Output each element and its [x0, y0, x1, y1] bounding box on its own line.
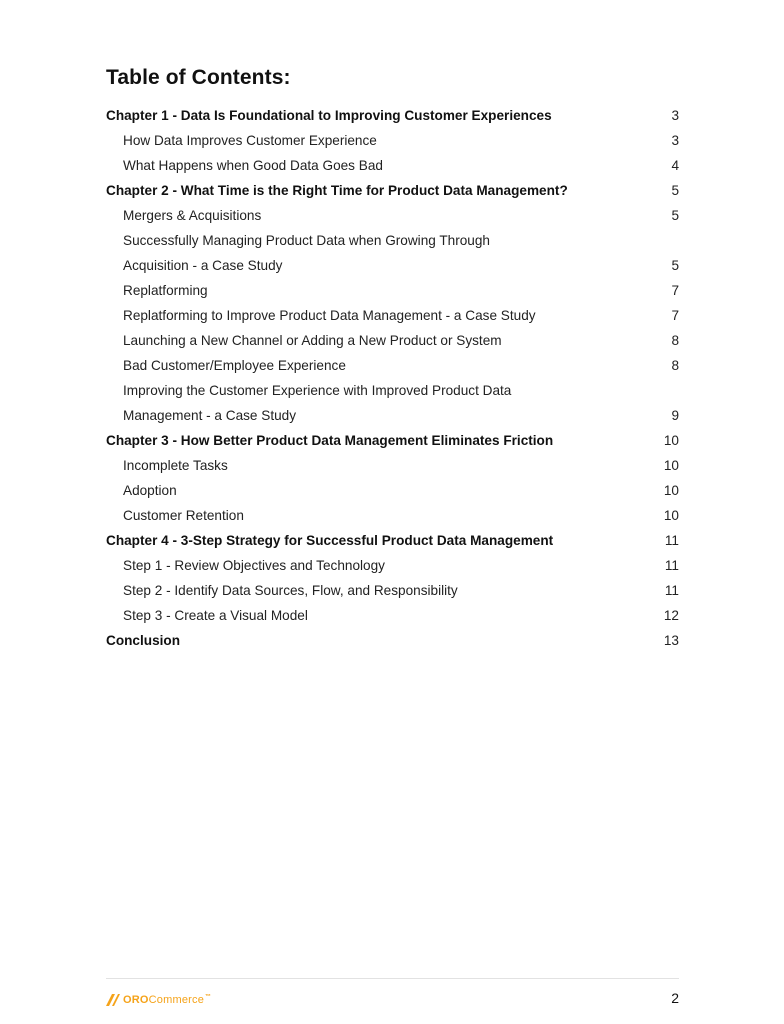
toc-entry-page: 8: [671, 333, 679, 348]
toc-entry[interactable]: [106, 503, 679, 528]
toc-entry[interactable]: [106, 403, 679, 428]
toc-entry-label: Launching a New Channel or Adding a New Product or System: [123, 333, 502, 348]
toc-entry-page: 11: [664, 583, 679, 598]
toc-entry-page: 10: [663, 458, 679, 473]
toc-entry[interactable]: [106, 228, 679, 253]
toc-entry-page: 13: [663, 633, 679, 648]
toc-entry-page: 4: [671, 158, 679, 173]
toc-entry-label: Step 1 - Review Objectives and Technology: [123, 558, 385, 573]
toc-entry-conclusion[interactable]: [106, 628, 679, 653]
toc-entry-label: Step 2 - Identify Data Sources, Flow, and Responsibility: [123, 583, 458, 598]
brand-name-commerce: Commerce: [148, 994, 205, 1006]
toc-entry-chapter-3[interactable]: [106, 428, 679, 453]
oro-logo-icon: [106, 994, 120, 1006]
toc-entry-label: Replatforming: [123, 283, 208, 298]
toc-entry-label: What Happens when Good Data Goes Bad: [123, 158, 383, 173]
toc-entry-page: 11: [664, 558, 679, 573]
toc-entry-label: Mergers & Acquisitions: [123, 208, 262, 223]
toc-entry-label: Bad Customer/Employee Experience: [123, 358, 346, 373]
toc-entry-label: Incomplete Tasks: [123, 458, 228, 473]
toc-entry-label: Chapter 2 - What Time is the Right Time for Product Data Management?: [106, 183, 568, 198]
toc-entry-chapter-2[interactable]: [106, 178, 679, 203]
toc-entry-page: 5: [671, 183, 679, 198]
toc-entry-page: 3: [671, 108, 679, 123]
toc-entry-label: Step 3 - Create a Visual Model: [123, 608, 308, 623]
page-title: Table of Contents:: [106, 66, 291, 89]
toc-entry[interactable]: [106, 603, 679, 628]
toc-entry[interactable]: [106, 553, 679, 578]
toc-entry-page: 3: [671, 133, 679, 148]
toc-entry-label: Management - a Case Study: [123, 408, 297, 423]
toc-entry-page: 10: [663, 508, 679, 523]
footer-divider: [106, 978, 679, 979]
table-of-contents: [106, 103, 679, 653]
toc-entry[interactable]: [106, 253, 679, 278]
toc-entry[interactable]: [106, 328, 679, 353]
toc-entry-page: 8: [671, 358, 679, 373]
brand-name-oro: ORO: [123, 994, 149, 1006]
toc-entry-label: Adoption: [123, 483, 177, 498]
toc-entry[interactable]: [106, 578, 679, 603]
toc-entry-label: Chapter 4 - 3-Step Strategy for Successful Product Data Management: [106, 533, 554, 548]
page-number: 2: [671, 990, 679, 1006]
toc-entry-page: 9: [671, 408, 679, 423]
toc-entry[interactable]: [106, 378, 679, 403]
toc-entry-page: 5: [671, 258, 679, 273]
toc-entry[interactable]: [106, 278, 679, 303]
toc-entry-label: Acquisition - a Case Study: [123, 258, 283, 273]
toc-entry-label: Customer Retention: [123, 508, 244, 523]
brand-logo: [106, 992, 211, 1008]
trademark-symbol: ™: [205, 994, 212, 1001]
toc-entry-page: 7: [671, 283, 679, 298]
toc-entry[interactable]: [106, 303, 679, 328]
toc-entry[interactable]: [106, 453, 679, 478]
toc-entry[interactable]: [106, 203, 679, 228]
toc-entry-page: 7: [671, 308, 679, 323]
toc-entry-page: 10: [663, 433, 679, 448]
toc-entry-chapter-4[interactable]: [106, 528, 679, 553]
toc-entry-label: Successfully Managing Product Data when Growing Through: [123, 233, 490, 248]
toc-entry[interactable]: [106, 353, 679, 378]
toc-entry-page: 5: [671, 208, 679, 223]
toc-entry-label: Replatforming to Improve Product Data Management - a Case Study: [123, 308, 536, 323]
toc-entry-chapter-1[interactable]: [106, 103, 679, 128]
toc-entry-page: 12: [663, 608, 679, 623]
toc-entry-label: Chapter 3 - How Better Product Data Management Eliminates Friction: [106, 433, 554, 448]
toc-entry-label: How Data Improves Customer Experience: [123, 133, 377, 148]
toc-entry-page: 10: [663, 483, 679, 498]
toc-entry-label: Conclusion: [106, 633, 181, 648]
toc-entry[interactable]: [106, 153, 679, 178]
toc-entry[interactable]: [106, 478, 679, 503]
toc-entry-page: 11: [664, 533, 679, 548]
toc-entry-label: Improving the Customer Experience with Improved Product Data: [123, 383, 512, 398]
toc-entry-label: Chapter 1 - Data Is Foundational to Improving Customer Experiences: [106, 108, 552, 123]
toc-entry[interactable]: [106, 128, 679, 153]
